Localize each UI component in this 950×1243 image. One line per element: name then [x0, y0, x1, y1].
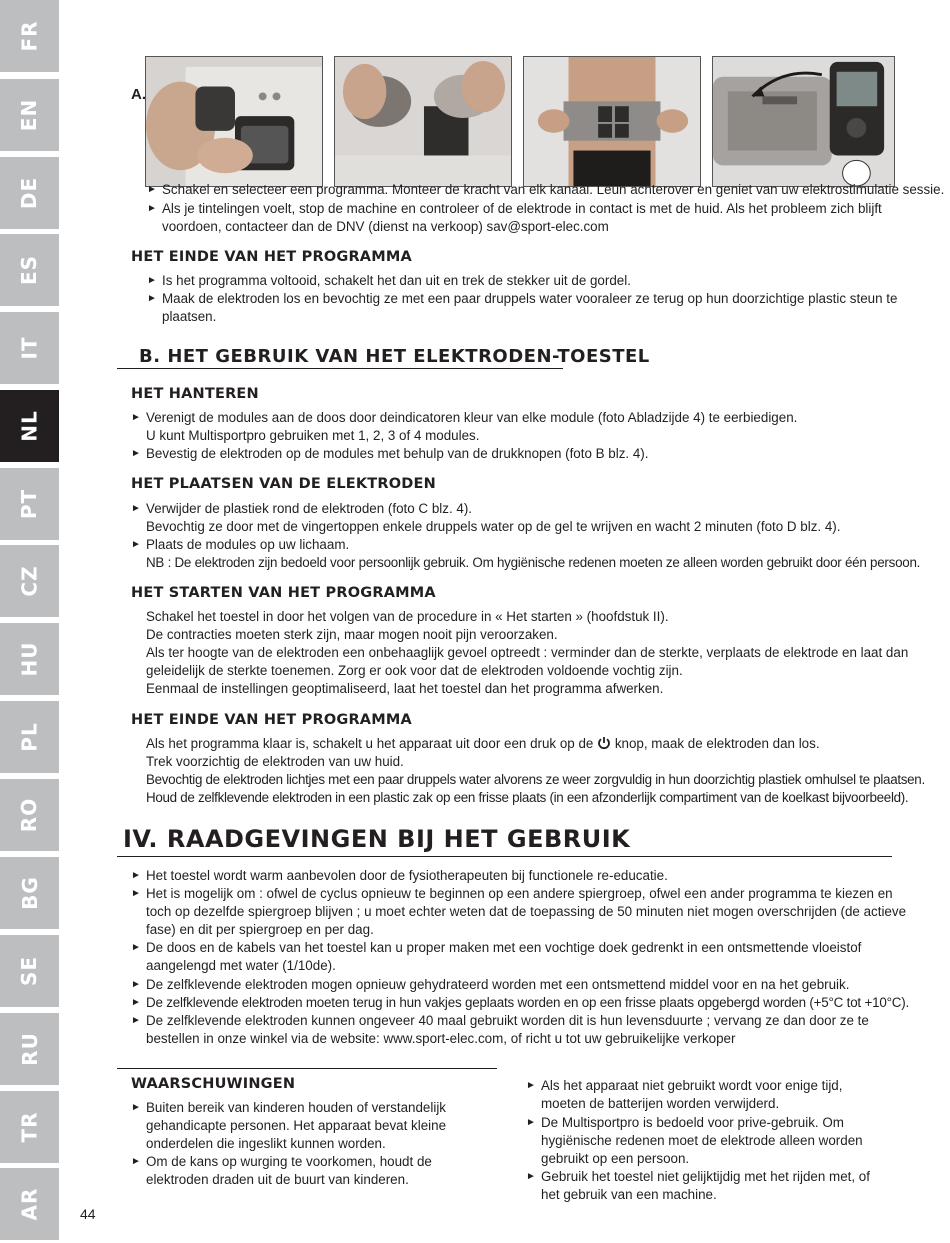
warning-right-3: ► Gebruik het toestel niet gelijktijdig met het rijden met, of het gebruik van een machine.: [526, 1169, 870, 1202]
lang-tab-it[interactable]: IT: [0, 312, 59, 384]
lang-tab-ar[interactable]: AR: [0, 1168, 59, 1240]
section-iv-heading: IV. RAADGEVINGEN BIJ HET GEBRUIK: [123, 825, 631, 853]
tips-bullet-2: ► Het is mogelijk om : ofwel de cyclus opnieuw te beginnen op een andere spiergroep, ofwel een ander programma te kiezen en toch op dezelfde spiergroep blijven ; u moet echter weten dat de toepassing de 50 minuten niet mogen overschrijden (de actieve fase) en dit per spiergroep en per dag.: [131, 886, 907, 937]
tips-bullet-5: ► De zelfklevende elektroden moeten terug in hun vakjes geplaats worden en op een frisse plaats opgebergd worden (+5°C tot +10°C).: [131, 995, 909, 1010]
handling-bullet-1: ► Verenigt de modules aan de doos door deindicatoren kleur van elke module (foto Abladzijde 4) te eerbiedigen. U kunt Multisportpro gebruiken met 1, 2, 3 of 4 modules.: [131, 410, 798, 443]
lang-tab-nl[interactable]: NL: [0, 390, 59, 462]
end-program-heading-1: HET EINDE VAN HET PROGRAMMA: [131, 249, 412, 265]
lang-tab-pl[interactable]: PL: [0, 701, 59, 773]
language-sidebar: [0, 0, 59, 1243]
placing-bullet-2: ► Plaats de modules op uw lichaam. NB : De elektroden zijn bedoeld voor persoonlijk gebruik. Om hygiënische redenen moeten ze alleen worden gebruikt door één persoon.: [131, 537, 921, 570]
lang-tab-bg[interactable]: BG: [0, 857, 59, 929]
lang-tab-fr[interactable]: FR: [0, 0, 59, 72]
warnings-rule: [117, 1068, 497, 1069]
section-iv-underline: [117, 856, 892, 857]
warning-left-2: ► Om de kans op wurging te voorkomen, houdt de elektroden draden uit de buurt van kinderen.: [131, 1154, 432, 1187]
lang-tab-pt[interactable]: PT: [0, 468, 59, 540]
top-bullet-1: ► Schakel en selecteer een programma. Monteer de kracht van elk kanaal. Leun achterover en geniet van uw elektrostimulatie sessie.: [147, 182, 945, 197]
tips-bullet-4: ► De zelfklevende elektroden mogen opnieuw gehydrateerd worden met een ontsmettend middel voor en na het gebruik.: [131, 977, 850, 992]
handling-heading: HET HANTEREN: [131, 386, 259, 402]
end1-bullet-2: ► Maak de elektroden los en bevochtig ze met een paar druppels water vooraleer ze terug op hun doorzichtige plastic steun te plaatsen.: [147, 291, 898, 324]
warning-right-1: ► Als het apparaat niet gebruikt wordt voor enige tijd, moeten de batterijen worden verwijderd.: [526, 1078, 843, 1111]
lang-tab-es[interactable]: ES: [0, 234, 59, 306]
tips-bullet-1: ► Het toestel wordt warm aanbevolen door de fysiotherapeuten bij functionele re-educatie.: [131, 868, 668, 883]
section-a-heading-partial: A.: [131, 86, 146, 103]
lang-tab-en[interactable]: EN: [0, 79, 59, 151]
lang-tab-ro[interactable]: RO: [0, 779, 59, 851]
warning-right-2: ► De Multisportpro is bedoeld voor prive-gebruik. Om hygiënische redenen moet de elektrode alleen worden gebruikt op een persoon.: [526, 1115, 863, 1166]
page-number: 44: [80, 1206, 96, 1222]
lang-tab-tr[interactable]: TR: [0, 1091, 59, 1163]
lang-tab-cz[interactable]: CZ: [0, 545, 59, 617]
warnings-heading: WAARSCHUWINGEN: [131, 1076, 296, 1092]
lang-tab-de[interactable]: DE: [0, 157, 59, 229]
section-b-heading: B. HET GEBRUIK VAN HET ELEKTRODEN-TOESTEL: [139, 346, 650, 367]
lang-tab-se[interactable]: SE: [0, 935, 59, 1007]
warning-left-1: ► Buiten bereik van kinderen houden of verstandelijk gehandicapte personen. Het apparaat bevat kleine onderdelen die ingeslikt kunnen worden.: [131, 1100, 447, 1151]
belt-worn-photo: [523, 56, 701, 187]
tips-bullet-6: ► De zelfklevende elektroden kunnen ongeveer 40 maal gebruikt worden dit is hun levensduurte ; vervang ze dan door ze te bestellen in onze winkel via de website: www.sport-elec.com, of richt u tot uw gebruikelijke verkoper: [131, 1013, 869, 1046]
end1-bullet-1: ► Is het programma voltooid, schakelt het dan uit en trek de stekker uit de gordel.: [147, 273, 631, 288]
end-program-heading-2: HET EINDE VAN HET PROGRAMMA: [131, 712, 412, 728]
top-bullet-2: ► Als je tintelingen voelt, stop de machine en controleer of de elektrode in contact is met de huid. Als het probleem zich blijft voordoen, contacteer dan de DNV (dienst na verkoop) sav@sport-elec.com: [147, 201, 882, 234]
tips-bullet-3: ► De doos en de kabels van het toestel kan u proper maken met een vochtige doek gedrenkt in een ontsmettende vloeistof aangelengd met water (1/10de).: [131, 940, 862, 973]
end2-paragraph: Als het programma klaar is, schakelt u het apparaat uit door een druk op de knop, maak de elektroden dan los. Trek voorzichtig de elektroden van uw huid. Bevochtig de elektroden lichtjes met een paar druppels water alvorens ze weer zorgvuldig in hun doorzichtig plastiek omhulsel te plaatsen. Houd de zelfklevende elektroden in een plastic zak op een frisse plaats (in een afzonderlijk compartiment van de koelkast bijvoorbeeld).: [146, 736, 925, 805]
electrode-module-photo: [145, 56, 323, 187]
start-heading: HET STARTEN VAN HET PROGRAMMA: [131, 585, 436, 601]
handling-bullet-2: ► Bevestig de elektroden op de modules met behulp van de drukknopen (foto B blz. 4).: [131, 446, 649, 461]
section-b-underline: [117, 368, 563, 369]
lang-tab-ru[interactable]: RU: [0, 1013, 59, 1085]
placing-heading: HET PLAATSEN VAN DE ELEKTRODEN: [131, 476, 436, 492]
power-icon: [597, 736, 611, 750]
start-paragraph: Schakel het toestel in door het volgen van de procedure in « Het starten » (hoofdstuk II). De contracties moeten sterk zijn, maar mogen nooit pijn veroorzaken. Als ter hoogte van de elektroden een onbehaaglijk gevoel optreedt : verminder dan de sterkte, verplaats de elektrode en laat dan geleidelijk de sterkte toenemen. Zorg er ook voor dat de elektroden voldoende vochtig zijn. Eenmaal de instellingen geoptimaliseerd, laat het toestel dan het programma afwerken.: [146, 609, 909, 696]
electrode-pads-photo: [334, 56, 512, 187]
lang-tab-hu[interactable]: HU: [0, 623, 59, 695]
photo-strip: [145, 56, 895, 187]
belt-and-remote-photo: [712, 56, 895, 187]
placing-bullet-1: ► Verwijder de plastiek rond de elektroden (foto C blz. 4). Bevochtig ze door met de vingertoppen enkele druppels water op de gel te wrijven en wacht 2 minuten (foto D blz. 4).: [131, 501, 841, 534]
